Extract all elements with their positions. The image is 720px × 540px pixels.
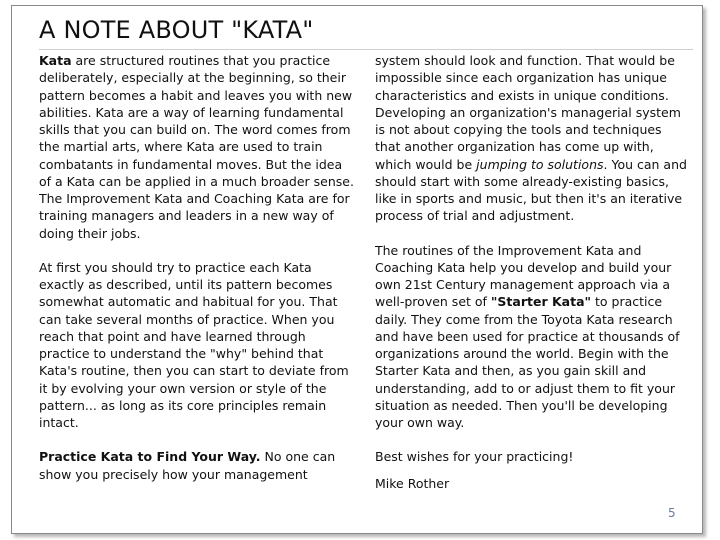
- kata-lead-term: Kata: [39, 53, 72, 68]
- routines-text-a: The routines of the Improvement Kata and Coaching Kata help you develop and build your own 21st Century management approach via a well-proven set of: [375, 242, 672, 310]
- management-system-text-b: . You can and should start with some already-existing basics, like in sports and music, but then it's an iterative process of trial and adjustment.: [375, 156, 687, 224]
- management-system-text-a: system should look and function. That would be impossible since each organization has unique characteristics and exists in unique conditions. Developing an organization's managerial system is not about copying the tools and techniques that another organization has come up with, which would be: [375, 53, 681, 172]
- best-wishes-text: Best wishes for your practicing!: [375, 449, 574, 465]
- title-divider: [39, 49, 693, 50]
- kata-definition-paragraph: [39, 52, 355, 242]
- practice-paragraph: At first you should try to practice each Kata exactly as described, until its pattern becomes somewhat automatic and habitual for you. That can take several months of practice. When you reach that point and have learned through practice to understand the "why" behind that Kata's routine, then you can start to deviate from it by evolving your own version or style of the pattern... as long as its core principles remain intact.: [39, 259, 349, 430]
- left-column: [39, 52, 355, 483]
- author-signature: Mike Rother: [375, 475, 450, 491]
- page-title: A NOTE ABOUT "KATA": [39, 16, 314, 44]
- find-your-way-lead: Practice Kata to Find Your Way.: [39, 449, 261, 465]
- kata-definition-text: are structured routines that you practice deliberately, especially at the beginning, so their pattern becomes a habit and leaves you with new abilities. Kata are a way of learning fundamental skills that you can build on. The word comes from the martial arts, where Kata are used to train combatants in fundamental moves. But the idea of a Kata can be applied in a much broader sense. The Improvement Kata and Coaching Kata are for training managers and leaders in a new way of doing their jobs.: [39, 53, 354, 241]
- find-your-way-paragraph: [39, 448, 355, 483]
- right-column: [375, 52, 687, 492]
- routines-text-b: to practice daily. They come from the Toyota Kata research and have been used for practice at thousands of organizations around the world. Begin with the Starter Kata and then, as you gain skill and understanding, add to or adjust them to fit your situation as needed. Then you'll be developing your own way.: [375, 294, 680, 430]
- routines-paragraph: [375, 242, 687, 432]
- starter-kata-term: "Starter Kata": [490, 294, 592, 310]
- page-number: 5: [668, 506, 676, 520]
- management-system-paragraph: [375, 52, 687, 225]
- find-your-way-text: No one can show you precisely how your management: [39, 449, 336, 482]
- jumping-to-solutions-term: jumping to solutions: [476, 156, 604, 172]
